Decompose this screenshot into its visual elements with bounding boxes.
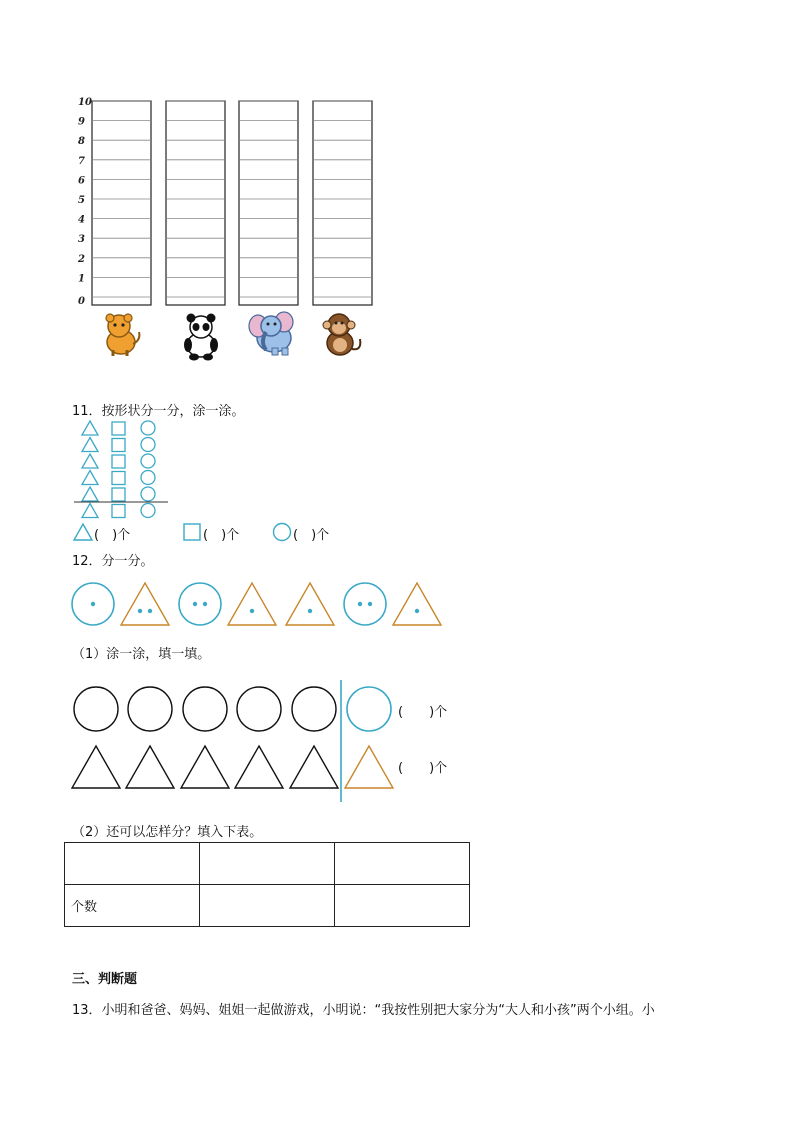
y-tick-label: 1 — [78, 273, 85, 285]
q11-title: 11．按形状分一分，涂一涂。 — [72, 404, 245, 419]
triangle-shape — [82, 487, 98, 501]
dot — [415, 609, 419, 613]
table-cell[interactable] — [200, 885, 335, 927]
triangle-shape — [126, 746, 174, 788]
triangle-shape — [393, 583, 441, 625]
table-row — [65, 843, 470, 885]
table-row-label: 个数 — [65, 885, 200, 927]
q12-sub2: （2）还可以怎样分？填入下表。 — [72, 825, 263, 840]
circle-shape — [347, 687, 391, 731]
y-tick-label: 9 — [78, 116, 85, 128]
chart-column-frame — [92, 101, 151, 305]
circle-shape — [344, 583, 386, 625]
circle-shape — [141, 487, 155, 501]
dot — [368, 602, 372, 606]
section-heading: 三、判断题 — [72, 972, 138, 987]
circle-shape — [141, 471, 155, 485]
circle-shape — [292, 687, 336, 731]
y-tick-label: 3 — [78, 234, 85, 246]
q11-square-count[interactable]: ( )个 — [203, 528, 240, 543]
triangle-shape — [345, 746, 393, 788]
circle-shape — [237, 687, 281, 731]
dot — [148, 609, 152, 613]
circle-shape — [74, 687, 118, 731]
y-tick-label: 5 — [78, 195, 85, 206]
dot — [193, 602, 197, 606]
square-shape — [112, 455, 125, 468]
square-shape — [112, 422, 125, 435]
q13-text: 13．小明和爸爸、妈妈、姐姐一起做游戏，小明说：“我按性别把大家分为“大人和小孩”两个小组。小 — [72, 1003, 655, 1018]
dot — [91, 602, 95, 606]
dot — [308, 609, 312, 613]
circle-shape — [141, 454, 155, 468]
triangle-shape — [235, 746, 283, 788]
y-tick-label: 8 — [78, 136, 85, 148]
q11-circle-count[interactable]: ( )个 — [293, 528, 330, 543]
chart-column-frame — [313, 101, 372, 305]
table-row — [65, 885, 470, 927]
table-cell[interactable] — [200, 843, 335, 885]
q12-triangle-blank[interactable]: ( )个 — [398, 761, 448, 776]
triangle-shape — [82, 421, 98, 435]
chart-column-frame — [166, 101, 225, 305]
elephant-icon — [244, 308, 300, 358]
dot — [358, 602, 362, 606]
triangle-shape — [82, 504, 98, 518]
dot — [250, 609, 254, 613]
circle-shape — [141, 421, 155, 435]
triangle-shape — [286, 583, 334, 625]
circle-shape — [141, 504, 155, 518]
q11-circle-legend-icon — [272, 522, 294, 542]
y-tick-label: 4 — [78, 214, 85, 226]
triangle-shape — [228, 583, 276, 625]
dot — [203, 602, 207, 606]
circle-shape — [183, 687, 227, 731]
triangle-shape — [82, 454, 98, 468]
triangle-shape — [82, 471, 98, 485]
square-shape — [112, 472, 125, 485]
y-tick-label: 10 — [78, 97, 92, 108]
q11-shapes — [70, 418, 270, 538]
square-shape — [112, 439, 125, 452]
y-tick-label: 2 — [78, 253, 85, 265]
triangle-shape — [181, 746, 229, 788]
q12-sub1: （1）涂一涂，填一填。 — [72, 647, 211, 662]
table-cell[interactable] — [65, 843, 200, 885]
q12-title: 12．分一分。 — [72, 554, 154, 569]
circle-shape — [141, 438, 155, 452]
y-tick-label: 7 — [78, 155, 85, 167]
dot — [138, 609, 142, 613]
triangle-shape — [82, 438, 98, 452]
q12-circle-blank[interactable]: ( )个 — [398, 705, 448, 720]
circle-shape — [179, 583, 221, 625]
q11-triangle-legend-icon — [72, 522, 94, 542]
y-tick-label: 6 — [78, 175, 85, 187]
monkey-icon — [314, 309, 364, 359]
square-shape — [112, 505, 125, 518]
chart-column-frame — [239, 101, 298, 305]
tiger-icon — [97, 310, 147, 360]
y-tick-label: 0 — [78, 296, 85, 307]
q11-triangle-count[interactable]: ( )个 — [94, 528, 131, 543]
triangle-shape — [121, 583, 169, 625]
triangle-shape — [72, 746, 120, 788]
triangle-shape — [290, 746, 338, 788]
square-shape — [112, 488, 125, 501]
table-cell[interactable] — [335, 843, 470, 885]
q12-answer-table — [64, 842, 470, 927]
panda-icon — [176, 312, 226, 362]
q12-shape-row — [70, 580, 470, 630]
circle-shape — [128, 687, 172, 731]
q12-sort-area — [70, 680, 410, 810]
q11-square-legend-icon — [182, 522, 204, 542]
table-cell[interactable] — [335, 885, 470, 927]
